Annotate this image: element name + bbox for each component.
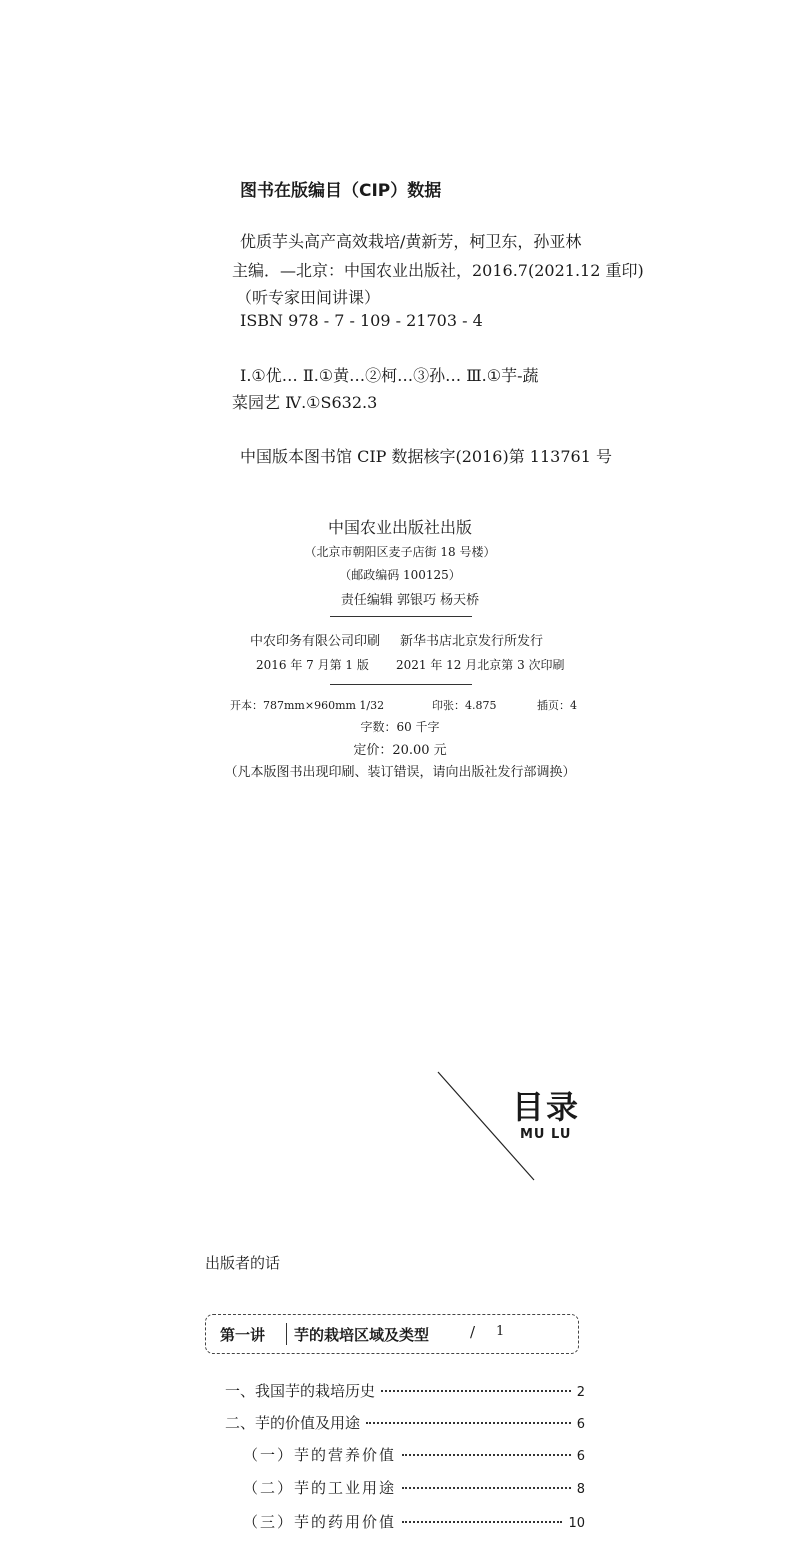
cip-book-title-line: 优质芋头高产高效栽培/黄新芳，柯卫东，孙亚林	[240, 232, 582, 251]
toc-entry[interactable]	[243, 1511, 585, 1532]
cip-data-number: 中国版本图书馆 CIP 数据核字(2016)第 113761 号	[240, 447, 612, 466]
toc-entry-page: 6	[576, 1417, 585, 1432]
chapter-heading-box	[205, 1314, 579, 1354]
edition: 2016 年 7 月第 1 版	[256, 658, 369, 672]
toc-leader-dots	[402, 1454, 571, 1456]
cip-title: 图书在版编目（CIP）数据	[240, 181, 442, 201]
preface-heading: 出版者的话	[205, 1254, 281, 1272]
toc-leader-dots	[381, 1390, 571, 1392]
toc-entry-page: 2	[576, 1385, 585, 1400]
cip-publisher-line: 主编．—北京：中国农业出版社，2016.7(2021.12 重印)	[232, 261, 644, 280]
toc-entry-label: （一）芋的营养价值	[243, 1446, 397, 1464]
book-format: 开本：787mm×960mm 1/32	[230, 699, 385, 712]
divider	[330, 684, 472, 685]
toc-entry[interactable]	[243, 1477, 585, 1498]
toc-title-pinyin: MU LU	[520, 1127, 572, 1142]
publisher-name: 中国农业出版社出版	[327, 518, 472, 537]
word-count: 字数：60 千字	[360, 720, 440, 734]
toc-entry[interactable]	[225, 1380, 585, 1401]
toc-entry-label: （三）芋的药用价值	[243, 1513, 397, 1531]
toc-leader-dots	[402, 1487, 571, 1489]
printed-sheets: 印张：4.875	[432, 699, 497, 712]
cip-classification-line2: 菜园艺 Ⅳ.①S632.3	[232, 393, 378, 412]
cip-series-line: （听专家田间讲课）	[236, 288, 381, 307]
toc-entry[interactable]	[243, 1444, 585, 1465]
plates: 插页：4	[537, 699, 577, 712]
printer: 中农印务有限公司印刷	[250, 634, 381, 649]
toc-entry-label: 一、我国芋的栽培历史	[225, 1382, 376, 1400]
cip-classification-line1: Ⅰ.①优… Ⅱ.①黄…②柯…③孙… Ⅲ.①芋-蔬	[240, 366, 539, 385]
divider	[330, 616, 472, 617]
toc-entry-label: 二、芋的价值及用途	[225, 1414, 361, 1432]
responsible-editors: 责任编辑 郭银巧 杨天桥	[340, 593, 480, 608]
chapter-separator: /	[470, 1323, 476, 1341]
toc-entry-page: 10	[568, 1516, 585, 1531]
toc-leader-dots	[366, 1422, 571, 1424]
impression: 2021 年 12 月北京第 3 次印刷	[396, 658, 565, 672]
toc-entry-label: （二）芋的工业用途	[243, 1479, 397, 1497]
divider	[286, 1323, 287, 1345]
chapter-number: 第一讲	[220, 1326, 266, 1344]
price: 定价：20.00 元	[353, 743, 447, 758]
toc-entry-page: 8	[576, 1482, 585, 1497]
distributor: 新华书店北京发行所发行	[400, 634, 544, 649]
chapter-title: 芋的栽培区域及类型	[294, 1326, 430, 1344]
toc-entry-page: 6	[576, 1449, 585, 1464]
toc-entry[interactable]	[225, 1412, 585, 1433]
chapter-page: 1	[496, 1324, 505, 1339]
publisher-postcode: （邮政编码 100125）	[339, 568, 461, 582]
toc-leader-dots	[402, 1521, 562, 1523]
publisher-address: （北京市朝阳区麦子店街 18 号楼）	[304, 545, 496, 559]
toc-title: 目录	[512, 1088, 581, 1126]
error-notice: （凡本版图书出现印刷、装订错误，请向出版社发行部调换）	[224, 765, 576, 780]
cip-isbn: ISBN 978 - 7 - 109 - 21703 - 4	[240, 311, 483, 330]
